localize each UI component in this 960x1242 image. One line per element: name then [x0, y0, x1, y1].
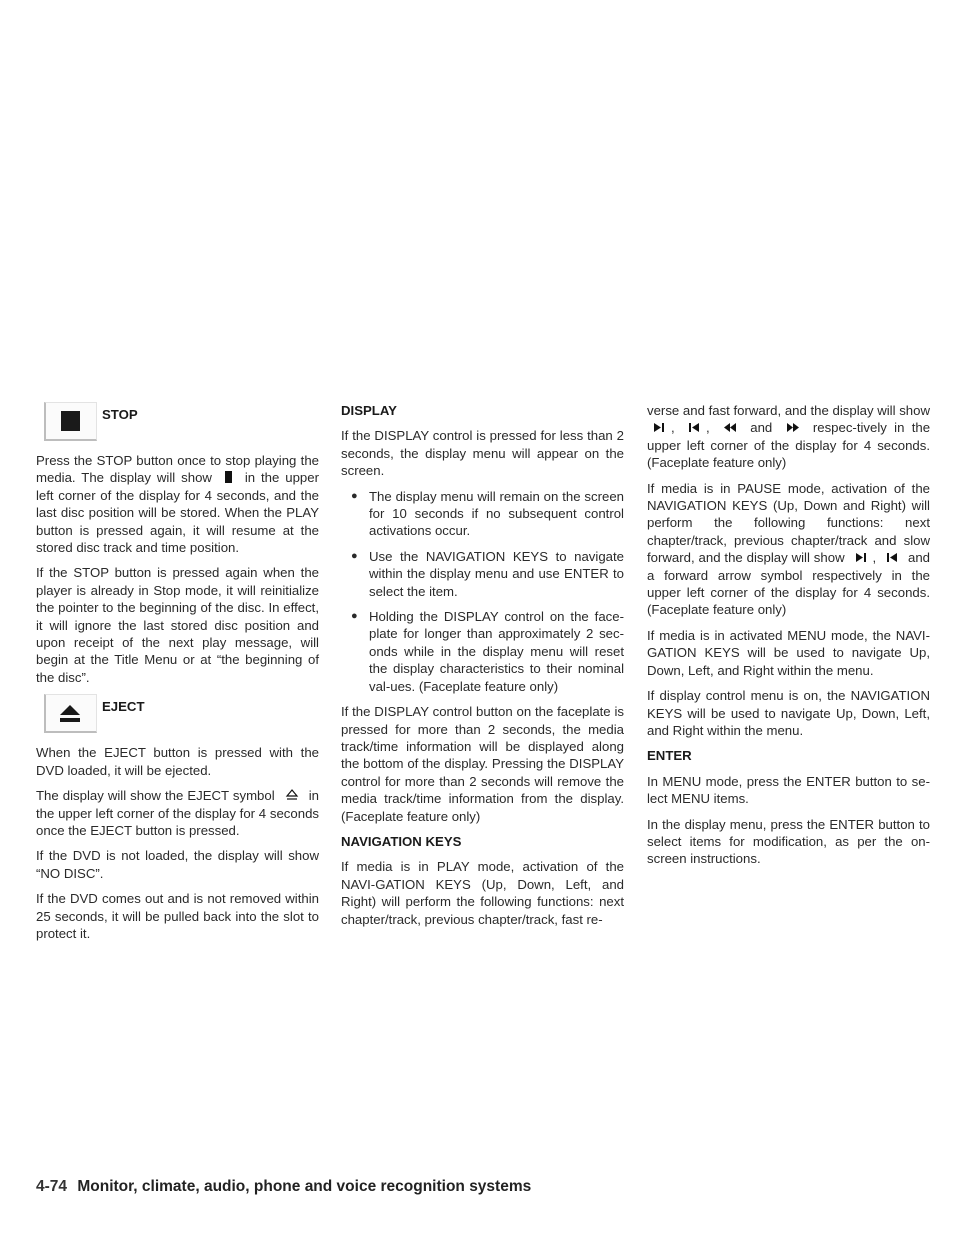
- list-item: ● Holding the DISPLAY control on the face-plate for longer than approximately 2 sec-onds while in the display menu will reset the display characteristics to their nominal val-ues. (Faceplate feature only): [341, 608, 624, 695]
- eject-paragraph-3: If the DVD is not loaded, the display will show “NO DISC”.: [36, 848, 319, 881]
- section-title: Monitor, climate, audio, phone and voice recognition systems: [77, 1178, 532, 1195]
- eject-label: EJECT: [102, 699, 145, 715]
- eject-paragraph-1: When the EJECT button is pressed with the DVD loaded, it will be ejected.: [36, 745, 319, 778]
- navigation-keys-heading: NAVIGATION KEYS: [341, 833, 462, 849]
- display-bullet-list: [341, 488, 624, 695]
- stop-symbol-icon: [224, 471, 233, 483]
- display-paragraph-1: If the DISPLAY control is pressed for less than 2 seconds, the display menu will appear on the screen.: [341, 428, 624, 479]
- page-footer: [36, 1178, 531, 1196]
- display-heading: DISPLAY: [341, 403, 397, 418]
- stop-paragraph-2: If the STOP button is pressed again when the player is already in Stop mode, it will reinitialize the pointer to the beginning of the disc. In effect, it will ignore the last stored disc position and upon receipt of the next play message, will begin at the Title Menu or at “the beginning of the disc”.: [36, 565, 319, 685]
- list-item: ● Use the NAVIGATION KEYS to navigate within the display menu and use ENTER to select the item.: [341, 548, 624, 600]
- fast-reverse-icon: [723, 422, 737, 433]
- column-1: [36, 402, 319, 950]
- display-control-paragraph: If display control menu is on, the NAVIGATION KEYS will be used to navigate Up, Down, Left, and Right within the menu.: [647, 688, 930, 738]
- eject-paragraph-2: The display will show the EJECT symbol in the upper left corner of the display for 4 seconds once the EJECT button is pressed.: [36, 788, 319, 838]
- next-track-icon: [855, 552, 867, 563]
- stop-paragraph-1: Press the STOP button once to stop playing the media. The display will show in the upper left corner of the display for 4 seconds, and the last disc position will be stored. When the PLAY button is pressed again, it will resume at the stored disc track and time position.: [36, 453, 319, 556]
- enter-heading: ENTER: [647, 748, 692, 764]
- next-track-icon: [653, 422, 665, 433]
- navigation-paragraph-1: If media is in PLAY mode, activation of the NAVI-GATION KEYS (Up, Down, Left, and Right) will perform the following functions: next chapter/track, previous chapter/track, fast re-: [341, 859, 624, 927]
- pause-mode-paragraph: If media is in PAUSE mode, activation of the NAVIGATION KEYS (Up, Down and Right) will perform the following functions: next chapter/track, previous chapter/track and slow forward, and the display will show , and a forward arrow symbol respectively in the upper left corner of the display for 4 seconds. (Faceplate feature only): [647, 480, 930, 618]
- previous-track-icon: [688, 422, 700, 433]
- eject-heading: [36, 694, 319, 734]
- enter-paragraph-2: In the display menu, press the ENTER button to select items for modification, as per the on-screen instructions.: [647, 816, 930, 867]
- list-item: ● The display menu will remain on the screen for 10 seconds if no subsequent control activations occur.: [341, 488, 624, 540]
- stop-label: STOP: [102, 407, 138, 422]
- column-3: [647, 402, 930, 876]
- display-paragraph-2: If the DISPLAY control button on the faceplate is pressed for more than 2 seconds, the media track/time information will be displayed along the bottom of the display. Pressing the DISPLAY control for more than 2 seconds will remove the media track/time information from the display. (Faceplate feature only): [341, 704, 624, 824]
- menu-mode-paragraph: If media is in activated MENU mode, the NAVI-GATION KEYS will be used to navigate Up, Down, Left, and Right within the menu.: [647, 627, 930, 678]
- eject-paragraph-4: If the DVD comes out and is not removed within 25 seconds, it will be pulled back into the slot to protect it.: [36, 891, 319, 941]
- column-2: [341, 402, 624, 936]
- eject-symbol-icon: [285, 789, 299, 801]
- stop-heading: [36, 402, 319, 442]
- fast-forward-icon: [786, 422, 800, 433]
- page-number: 4-74: [36, 1178, 68, 1195]
- eject-button-icon: [44, 694, 97, 733]
- enter-paragraph-1: In MENU mode, press the ENTER button to se-lect MENU items.: [647, 773, 930, 807]
- stop-button-icon: [44, 402, 97, 441]
- previous-track-icon: [886, 552, 898, 563]
- navigation-paragraph-2: verse and fast forward, and the display will show , , and respec-tively in the upper left corner of the display for 4 seconds. (Faceplate feature only): [647, 403, 931, 471]
